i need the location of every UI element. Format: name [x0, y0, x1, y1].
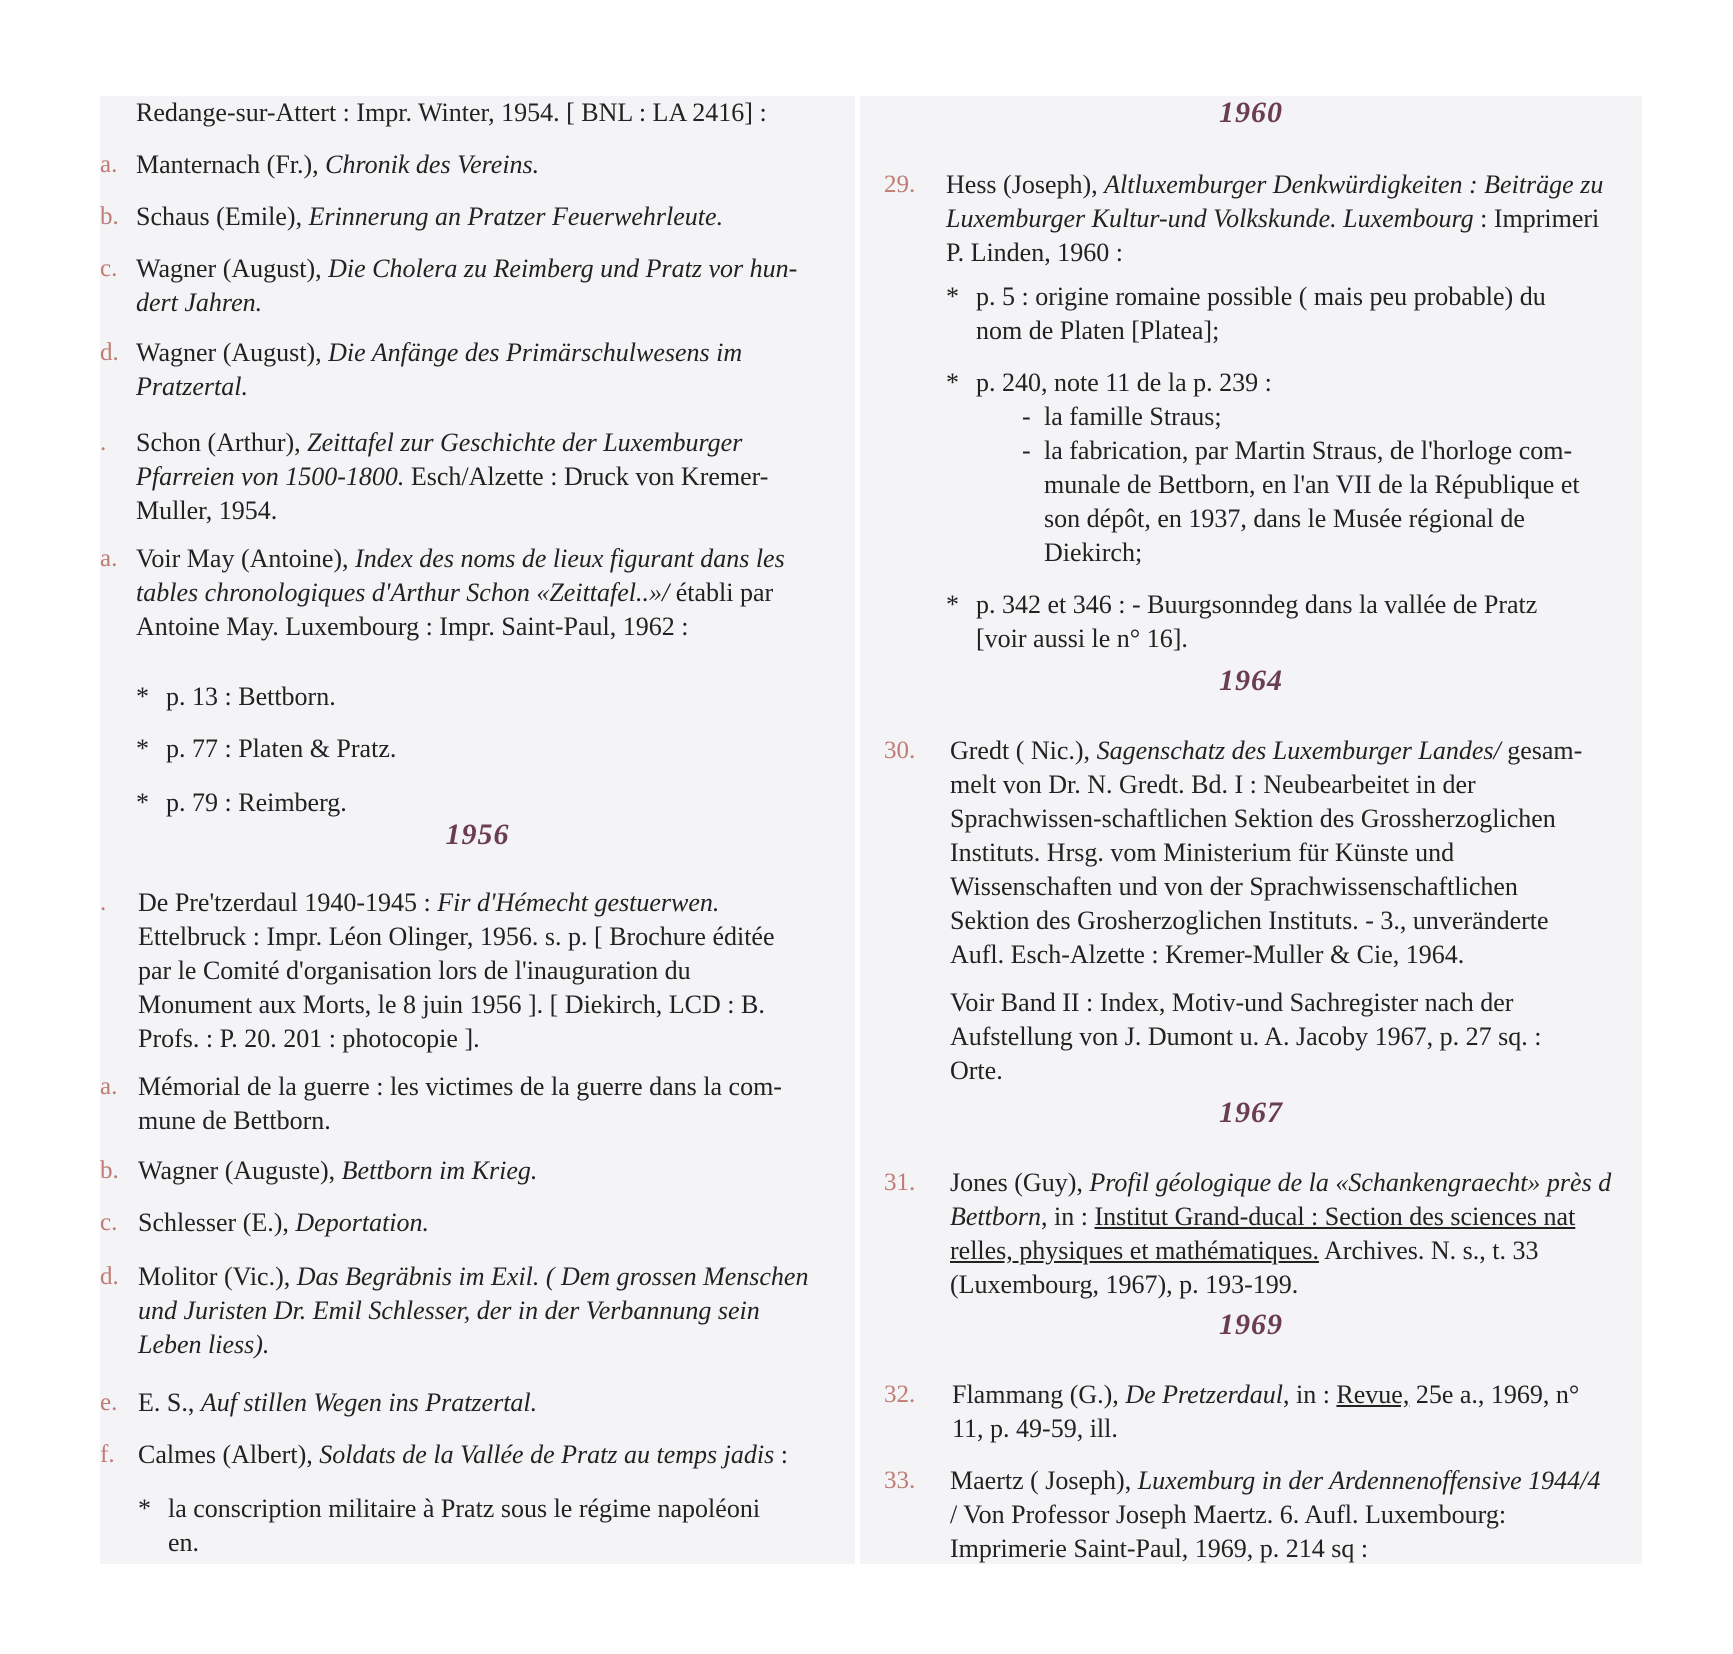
bullet-29-3-line: p. 342 et 346 : - Buurgsonndeg dans la vallée de Pratz [976, 590, 1538, 619]
entry-left2-0-text [138, 886, 775, 1056]
entry-31-title: Profil géologique de la «Schankengraecht» près d [1089, 1168, 1612, 1197]
entry-30-line-part: Aufl. Esch-Alzette : Kremer-Muller & Cie, 1964. [950, 940, 1465, 969]
entry-left-5-text [136, 542, 785, 644]
entry-31-archives: Archives. N. s., t. 33 [1318, 1236, 1539, 1265]
dash-icon: - [1022, 436, 1031, 465]
entry-left-3-line [136, 336, 742, 370]
entry-30-line-part: Sagenschatz des Luxemburger Landes/ [1096, 736, 1501, 765]
entry-left-2-line-part: Wagner (August), [136, 254, 329, 283]
entry-left2-6-text [138, 1438, 788, 1472]
entry-30-line [950, 802, 1582, 836]
entry-31-in: , in : [1041, 1202, 1095, 1231]
entry-left2-2-line [138, 1154, 537, 1188]
intro-line: Redange-sur-Attert : Impr. Winter, 1954. [ BNL : LA 2416] : [136, 98, 767, 127]
asterisk-icon: * [946, 368, 959, 397]
bullet-a-2-line: p. 79 : Reimberg. [166, 788, 347, 817]
bullet-a-0-line: p. 13 : Bettborn. [166, 682, 336, 711]
dash-29-2-line: munale de Bettborn, en l'an VII de la République et [1044, 470, 1580, 499]
entry-left-4-text [136, 426, 768, 528]
entry-left-1-line [136, 200, 723, 234]
entry-30-line-part: melt von Dr. N. Gredt. Bd. I : Neubearbeitet in der [950, 770, 1476, 799]
entry-left-1-line-part: Erinnerung an Pratzer Feuerwehrleute. [308, 202, 724, 231]
entry-left-4-line-part: Muller, 1954. [136, 496, 278, 525]
entry-29-line-part: P. Linden, 1960 : [946, 238, 1123, 267]
dash-29-1-text [1044, 400, 1222, 434]
entry-32-details: 25e a., 1969, n° [1409, 1380, 1580, 1409]
entry-left-1-text [136, 200, 723, 234]
entry-left-0-line-part: Manternach (Fr.), [136, 150, 326, 179]
bullet-a-2-text [166, 786, 347, 820]
entry-left-3-line [136, 370, 742, 404]
entry-32-journal: Revue, [1336, 1380, 1410, 1409]
entry-left2-1-line [138, 1070, 782, 1104]
entry-left2-1-text [138, 1070, 782, 1138]
entry-left2-5-text [138, 1386, 537, 1420]
entry-30-line-part: gesam- [1500, 736, 1583, 765]
bullet-a-1-text [166, 732, 396, 766]
entry-left2-4-line-part: Molitor (Vic.), [138, 1262, 297, 1291]
entry-left2-4-text [138, 1260, 808, 1362]
entry-32-number: 32. [884, 1381, 916, 1408]
entry-32-text [952, 1378, 1579, 1446]
entry-left2-1-line-part: mune de Bettborn. [138, 1106, 331, 1135]
entry-30-line [950, 768, 1582, 802]
entry-left2-2-line-part: Wagner (Auguste), [138, 1156, 342, 1185]
entry-left-4-line [136, 494, 768, 528]
entry-33-line: / Von Professor Joseph Maertz. 6. Aufl. Luxembourg: [950, 1500, 1507, 1529]
asterisk-icon: * [136, 682, 149, 711]
entry-left-1-number: b. [100, 203, 119, 230]
entry-33-line [950, 1464, 1600, 1498]
entry-left-0-text [136, 148, 539, 182]
entry-left2-0-line [138, 988, 775, 1022]
entry-30-extra-line: Aufstellung von J. Dumont u. A. Jacoby 1967, p. 27 sq. : [950, 1022, 1542, 1051]
entry-30-number: 30. [884, 737, 916, 764]
entry-left2-0-line-part: Ettelbruck : Impr. Léon Olinger, 1956. s. p. [ Brochure éditée [138, 922, 775, 951]
entry-left2-0-line-part: par le Comité d'organisation lors de l'inauguration du [138, 956, 691, 985]
asterisk-icon: * [946, 590, 959, 619]
dash-29-1-line: la famille Straus; [1044, 402, 1222, 431]
entry-29-line-part: Luxemburger Kultur-und Volkskunde. Luxembourg [946, 204, 1474, 233]
asterisk-icon: * [136, 734, 149, 763]
entry-29-line-part: : Imprimeri [1473, 204, 1600, 233]
entry-left-0-number: a. [100, 151, 118, 178]
entry-30-extra-line: Orte. [950, 1056, 1003, 1085]
entry-left-5-line [136, 610, 785, 644]
bullet-29-3-line: [voir aussi le n° 16]. [976, 624, 1188, 653]
entry-left2-0-line [138, 920, 775, 954]
entry-31-journal-cont: relles, physiques et mathématiques. [950, 1236, 1319, 1265]
entry-31-place: Bettborn [950, 1202, 1041, 1231]
entry-left-5-line [136, 576, 785, 610]
entry-30-line-part: Sprachwissen-schaftlichen Sektion des Grossherzoglichen [950, 804, 1556, 833]
entry-29-line [946, 236, 1603, 270]
bullet-29-1-line: p. 5 : origine romaine possible ( mais peu probable) du [976, 282, 1546, 311]
entry-left2-0-line-part: Fir d'Hémecht gestuerwen. [437, 888, 720, 917]
entry-29-text [946, 168, 1603, 270]
entry-32-line: 11, p. 49-59, ill. [952, 1414, 1118, 1443]
entry-31-line [950, 1200, 1611, 1234]
entry-left2-3-text [138, 1206, 429, 1240]
entry-left2-0-line-part: Monument aux Morts, le 8 juin 1956 ]. [ Diekirch, LCD : B. [138, 990, 765, 1019]
entry-30-line [950, 938, 1582, 972]
entry-left2-4-line-part: Leben liess). [138, 1330, 270, 1359]
entry-left-3-line-part: Die Anfänge des Primärschulwesens im [328, 338, 743, 367]
entry-left2-3-line-part: Deportation. [295, 1208, 430, 1237]
entry-left2-5-line-part: E. S., [138, 1388, 201, 1417]
entry-33-line: Imprimerie Saint-Paul, 1969, p. 214 sq : [950, 1534, 1369, 1563]
entry-left2-0-number: . [100, 889, 107, 916]
entry-left-2-line-part: Die Cholera zu Reimberg und Pratz vor hun- [328, 254, 798, 283]
year-1960-heading: 1960 [1219, 96, 1283, 129]
entry-31-line [950, 1234, 1611, 1268]
entry-left-4-line [136, 460, 768, 494]
bullet-a-1-line: p. 77 : Platen & Pratz. [166, 734, 397, 763]
entry-30-line-part: Wissenschaften und von der Sprachwissenschaftlichen [950, 872, 1518, 901]
entry-left-5-line [136, 542, 785, 576]
entry-left2-4-line [138, 1328, 808, 1362]
entry-30-line-part: Instituts. Hrsg. vom Ministerium für Künste und [950, 838, 1455, 867]
entry-30-extra [950, 986, 1542, 1088]
entry-left-5-line-part: tables chronologiques d'Arthur Schon «Zeittafel..»/ [136, 578, 670, 607]
dash-29-2-line: Diekirch; [1044, 538, 1143, 567]
entry-29-line [946, 202, 1603, 236]
entry-32-title: De Pretzerdaul [1125, 1380, 1283, 1409]
entry-33-text [950, 1464, 1600, 1564]
entry-left-3-line-part: Wagner (August), [136, 338, 329, 367]
bullet-29-2-text [976, 366, 1272, 400]
entry-32-author: Flammang (G.), [952, 1380, 1126, 1409]
entry-left2-1-number: a. [100, 1073, 118, 1100]
entry-left-4-line-part: Pfarreien von 1500-1800. [136, 462, 405, 491]
entry-left-2-number: c. [100, 255, 118, 282]
entry-left2-3-line-part: Schlesser (E.), [138, 1208, 296, 1237]
entry-left-3-number: d. [100, 339, 119, 366]
entry-left-5-line-part: Voir May (Antoine), [136, 544, 356, 573]
bullet-f-line: en. [168, 1528, 200, 1557]
left-column [100, 96, 855, 1564]
entry-left-4-line-part: Esch/Alzette : Druck von Kremer- [404, 462, 769, 491]
entry-left-4-line-part: Schon (Arthur), [136, 428, 308, 457]
entry-left-5-line-part: Index des noms de lieux figurant dans les [355, 544, 785, 573]
entry-left2-5-line-part: Auf stillen Wegen ins Pratzertal. [200, 1388, 538, 1417]
entry-left-0-line [136, 148, 539, 182]
entry-left-2-text [136, 252, 797, 320]
entry-left-4-line [136, 426, 768, 460]
entry-31-author: Jones (Guy), [950, 1168, 1090, 1197]
entry-left2-2-text [138, 1154, 537, 1188]
entry-30-line [950, 734, 1582, 768]
year-1967-heading: 1967 [1219, 1096, 1283, 1129]
entry-left-2-line [136, 286, 797, 320]
entry-33-author: Maertz ( Joseph), [950, 1466, 1138, 1495]
entry-left-3-line-part: Pratzertal. [136, 372, 248, 401]
entry-left2-4-line [138, 1260, 808, 1294]
asterisk-icon: * [946, 282, 959, 311]
entry-left2-6-line [138, 1438, 788, 1472]
entry-left2-3-number: c. [100, 1209, 118, 1236]
entry-left2-4-line-part: Das Begräbnis im Exil. ( Dem grossen Menschen [296, 1262, 809, 1291]
entry-left-5-line-part: Antoine May. Luxembourg : Impr. Saint-Paul, 1962 : [136, 612, 689, 641]
entry-left-0-line-part: Chronik des Vereins. [325, 150, 540, 179]
dash-29-2-line: son dépôt, en 1937, dans le Musée régional de [1044, 504, 1525, 533]
entry-left2-6-line-part: Soldats de la Vallée de Pratz au temps jadis [319, 1440, 775, 1469]
entry-31-number: 31. [884, 1169, 916, 1196]
dash-icon: - [1022, 402, 1031, 431]
entry-left2-3-line [138, 1206, 429, 1240]
year-1964-heading: 1964 [1219, 664, 1283, 697]
entry-left2-1-line [138, 1104, 782, 1138]
entry-left2-2-number: b. [100, 1157, 119, 1184]
entry-30-line [950, 870, 1582, 904]
entry-left2-4-line [138, 1294, 808, 1328]
bullet-29-1-text [976, 280, 1546, 348]
entry-left-1-line-part: Schaus (Emile), [136, 202, 309, 231]
entry-left2-6-line-part: Calmes (Albert), [138, 1440, 320, 1469]
entry-left-5-line-part: établi par [669, 578, 774, 607]
entry-left-2-line-part: dert Jahren. [136, 288, 263, 317]
bullet-29-3-text [976, 588, 1537, 656]
asterisk-icon: * [138, 1494, 151, 1523]
entry-30-line-part: Sektion des Grosherzoglichen Instituts. - 3., unveränderte [950, 906, 1549, 935]
entry-31-journal: Institut Grand-ducal : Section des sciences nat [1094, 1202, 1576, 1231]
entry-30-line [950, 904, 1582, 938]
entry-32-in: , in : [1282, 1380, 1337, 1409]
entry-31-line: (Luxembourg, 1967), p. 193-199. [950, 1270, 1299, 1299]
entry-left2-5-number: e. [100, 1389, 118, 1416]
entry-left-2-line [136, 252, 797, 286]
entry-29-line [946, 168, 1603, 202]
entry-left2-0-line-part: Profs. : P. 20. 201 : photocopie ]. [138, 1024, 480, 1053]
entry-left2-6-line-part: : [774, 1440, 788, 1469]
bullet-f-line: la conscription militaire à Pratz sous le régime napoléoni [168, 1494, 761, 1523]
entry-31-text [950, 1166, 1611, 1302]
entry-30-line [950, 836, 1582, 870]
entry-left2-0-line [138, 954, 775, 988]
dash-29-2-line: la fabrication, par Martin Straus, de l'horloge com- [1044, 436, 1573, 465]
entry-left-4-line-part: Zeittafel zur Geschichte der Luxemburger [307, 428, 743, 457]
year-1969-heading: 1969 [1219, 1308, 1283, 1341]
entry-left2-0-line-part: De Pre'tzerdaul 1940-1945 : [138, 888, 438, 917]
entry-left2-6-number: f. [100, 1441, 115, 1468]
entry-left-4-number: . [100, 429, 107, 456]
entry-left2-5-line [138, 1386, 537, 1420]
entry-left2-4-number: d. [100, 1263, 119, 1290]
bullet-29-2-line: p. 240, note 11 de la p. 239 : [976, 368, 1272, 397]
entry-left-5-number: a. [100, 545, 118, 572]
entry-33-title: Luxemburg in der Ardennenoffensive 1944/4 [1137, 1466, 1601, 1495]
entry-29-line-part: Hess (Joseph), [946, 170, 1105, 199]
year-1956-heading: 1956 [445, 818, 510, 851]
bullet-a-0-text [166, 680, 336, 714]
bullet-f-text [168, 1492, 760, 1560]
entry-left2-0-line [138, 886, 775, 920]
entry-left-3-text [136, 336, 742, 404]
entry-left2-4-line-part: und Juristen Dr. Emil Schlesser, der in der Verbannung sein [138, 1296, 760, 1325]
entry-31-line [950, 1166, 1611, 1200]
entry-30-text [950, 734, 1582, 972]
entry-left2-2-line-part: Bettborn im Krieg. [341, 1156, 538, 1185]
entry-29-number: 29. [884, 171, 916, 198]
entry-29-line-part: Altluxemburger Denkwürdigkeiten : Beiträge zu [1104, 170, 1604, 199]
entry-30-line-part: Gredt ( Nic.), [950, 736, 1097, 765]
dash-29-2-text [1044, 434, 1580, 570]
asterisk-icon: * [136, 788, 149, 817]
entry-32-line [952, 1378, 1579, 1412]
entry-left2-1-line-part: Mémorial de la guerre : les victimes de la guerre dans la com- [138, 1072, 782, 1101]
entry-30-extra-line: Voir Band II : Index, Motiv-und Sachregister nach der [950, 988, 1514, 1017]
right-column [860, 96, 1642, 1564]
entry-33-number: 33. [884, 1467, 916, 1494]
entry-left2-0-line [138, 1022, 775, 1056]
bullet-29-1-line: nom de Platen [Platea]; [976, 316, 1220, 345]
